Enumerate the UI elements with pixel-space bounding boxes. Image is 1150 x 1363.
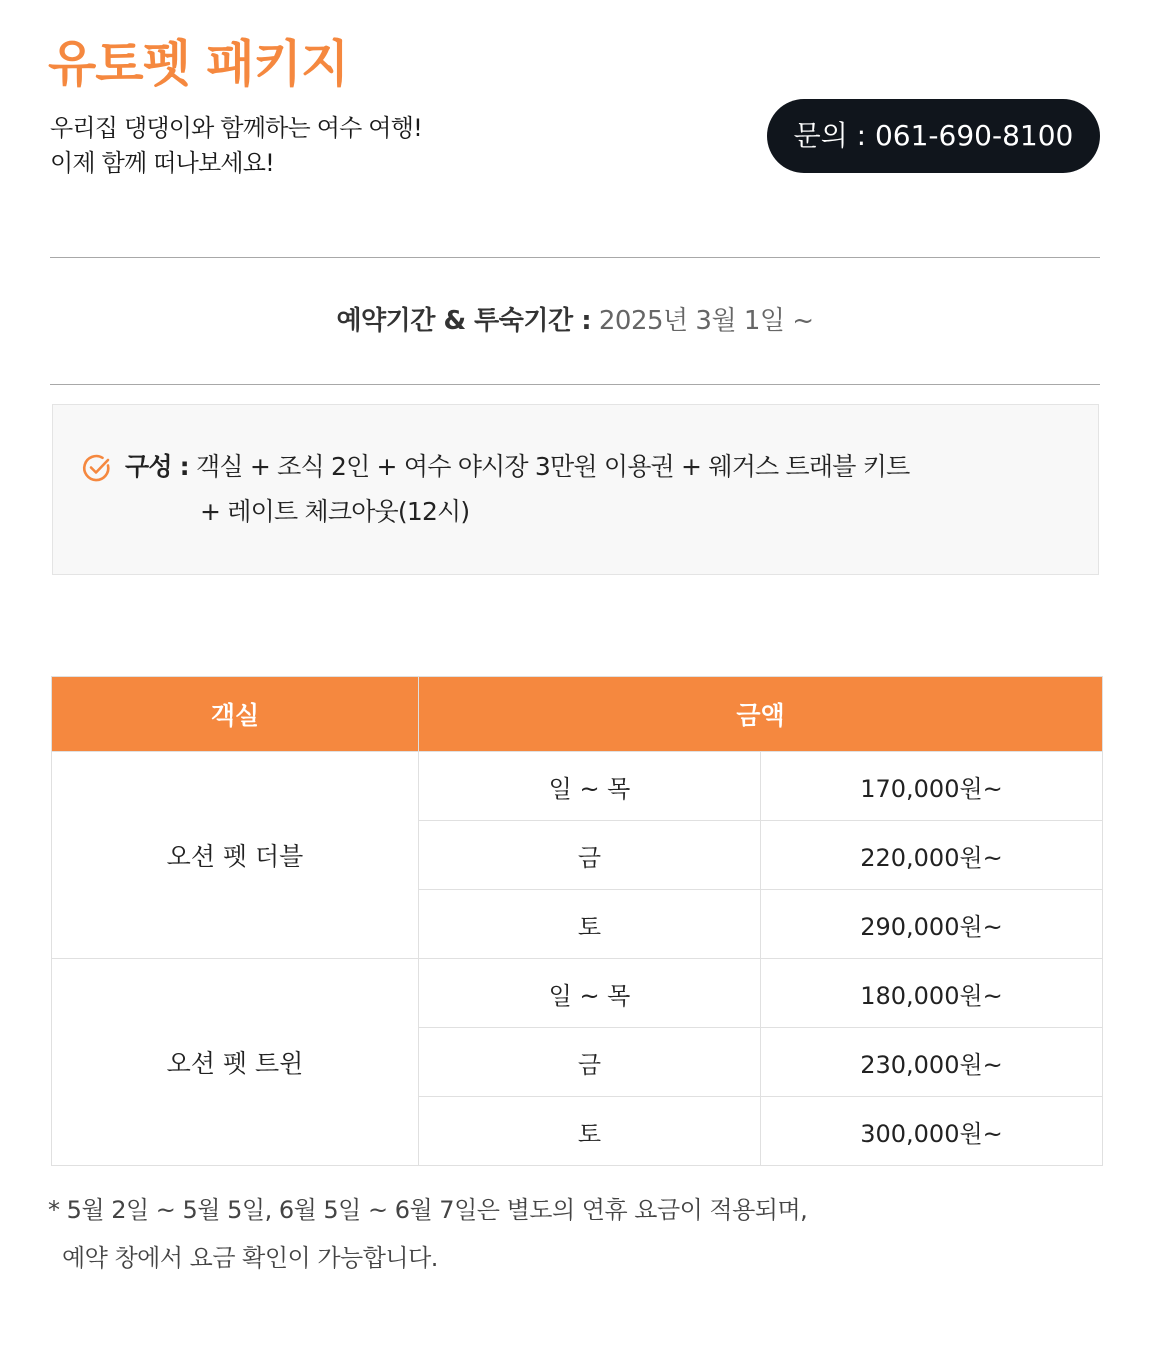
subtitle-line-1: 우리집 댕댕이와 함께하는 여수 여행! (50, 114, 422, 142)
rate-table (51, 676, 1103, 1166)
composition-line-1 (125, 446, 909, 488)
divider-top (50, 257, 1100, 258)
note-line-2: 예약 창에서 요금 확인이 가능합니다. (62, 1244, 438, 1272)
column-header-price: 금액 (419, 677, 1103, 752)
subtitle-line-2: 이제 함께 떠나보세요! (50, 149, 274, 177)
rate-price: 300,000원~ (761, 1097, 1103, 1166)
contact-button[interactable]: 문의 : 061-690-8100 (767, 99, 1100, 173)
composition-label: 구성 : (125, 452, 189, 481)
package-composition-box (52, 404, 1099, 575)
rate-price: 220,000원~ (761, 821, 1103, 890)
page-title: 유토펫 패키지 (48, 35, 349, 93)
rate-price: 290,000원~ (761, 890, 1103, 959)
subtitle (50, 111, 422, 181)
holiday-rate-note (48, 1186, 807, 1282)
rate-price: 180,000원~ (761, 959, 1103, 1028)
rate-day: 토 (419, 890, 761, 959)
table-row (52, 959, 1103, 1028)
room-name: 오션 펫 더블 (52, 752, 419, 959)
rate-day: 금 (419, 821, 761, 890)
period-label: 예약기간 & 투숙기간 : (336, 306, 592, 336)
rate-day: 토 (419, 1097, 761, 1166)
composition-line-2: + 레이트 체크아웃(12시) (200, 497, 470, 526)
composition-items: 객실 + 조식 2인 + 여수 야시장 3만원 이용권 + 웨거스 트래블 키트 (195, 452, 910, 481)
booking-period (50, 296, 1100, 346)
rate-price: 230,000원~ (761, 1028, 1103, 1097)
rate-price: 170,000원~ (761, 752, 1103, 821)
table-row (52, 752, 1103, 821)
note-line-1: * 5월 2일 ~ 5월 5일, 6월 5일 ~ 6월 7일은 별도의 연휴 요금이 적용되며, (48, 1196, 808, 1224)
rate-day: 일 ~ 목 (419, 959, 761, 1028)
period-value: 2025년 3월 1일 ~ (598, 306, 814, 336)
rate-day: 일 ~ 목 (419, 752, 761, 821)
room-name: 오션 펫 트윈 (52, 959, 419, 1166)
column-header-room: 객실 (52, 677, 419, 752)
rate-day: 금 (419, 1028, 761, 1097)
check-circle-icon (81, 452, 113, 484)
rate-table-header (52, 677, 1103, 752)
divider-bottom (50, 384, 1100, 385)
